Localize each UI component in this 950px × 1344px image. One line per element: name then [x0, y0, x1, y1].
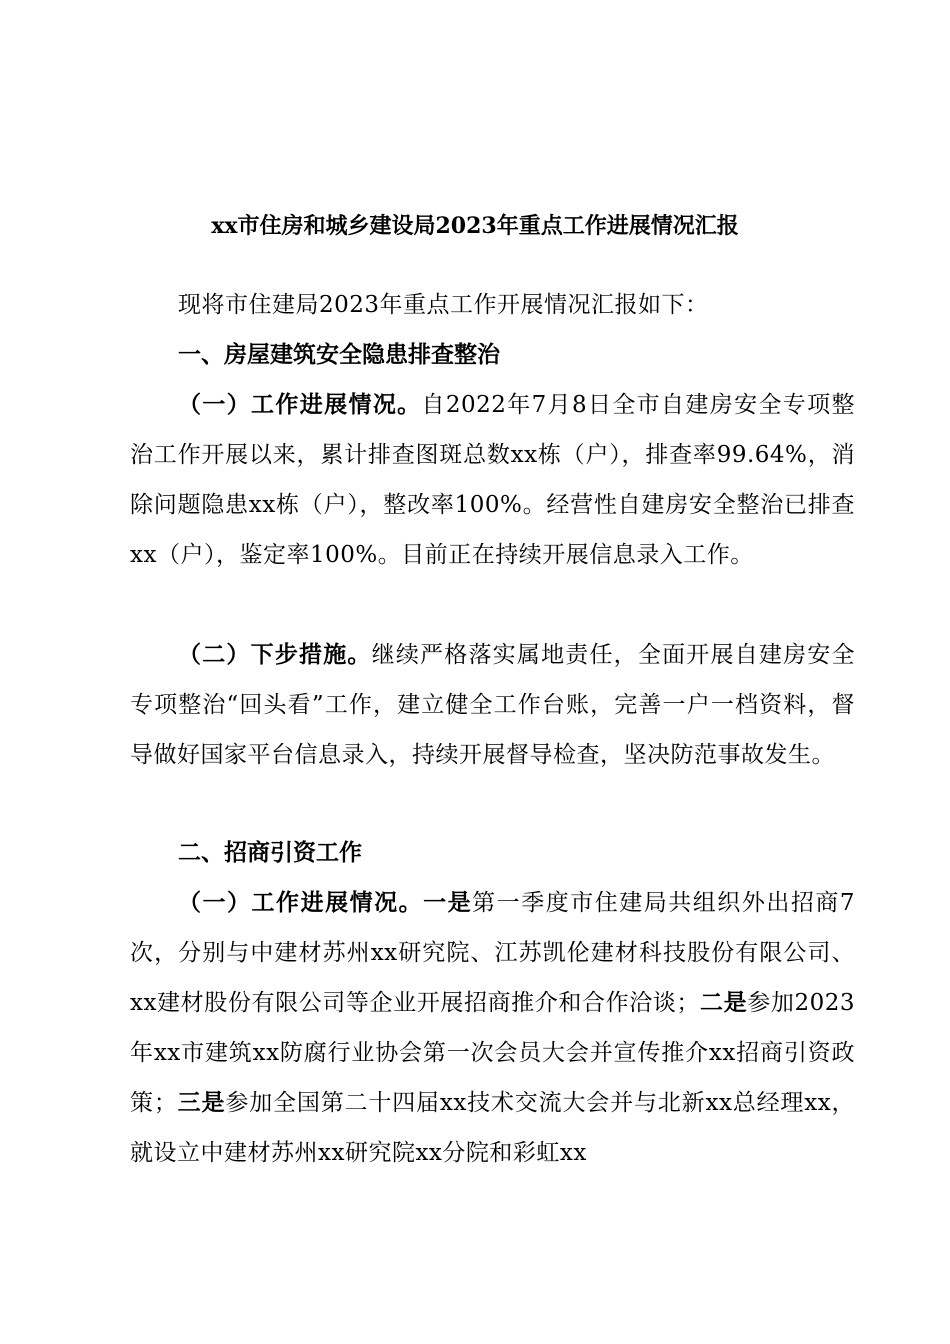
- section2-point3-text: 参加全国第二十四届xx技术交流大会并与北新xx总经理xx，就设立中建材苏州xx研究院xx分院和彩虹xx: [130, 1090, 856, 1166]
- section2-heading: 二、招商引资工作: [178, 839, 362, 866]
- section2-progress-lead: （一）工作进展情况。: [178, 889, 424, 916]
- section1-next-steps-text: 继续严格落实属地责任，全面开展自建房安全专项整治“回头看”工作，建立健全工作台账，完善一户一档资料，督导做好国家平台信息录入，持续开展督导检查，坚决防范事故发生。: [130, 642, 856, 768]
- section1-progress-lead: （一）工作进展情况。: [178, 391, 422, 418]
- section2-point1-label: 一是: [423, 889, 473, 916]
- section1-next-steps-paragraph: [130, 630, 855, 780]
- intro-paragraph: 现将市住建局2023年重点工作开展情况汇报如下：: [178, 292, 709, 318]
- section1-heading: 一、房屋建筑安全隐患排查整治: [178, 341, 500, 368]
- section2-point2-label: 二是: [699, 989, 748, 1016]
- section2-point1-text: 第一季度市住建局共组织外出招商7次，分别与中建材苏州xx研究院、江苏凯伦建材科技股份有限公司、xx建材股份有限公司等企业开展招商推介和合作洽谈；: [130, 890, 856, 1016]
- section1-progress-text: 自2022年7月8日全市自建房安全专项整治工作开展以来，累计排查图斑总数xx栋（户），排查率99.64%，消除问题隐患xx栋（户），整改率100%。经营性自建房安全整治已排查xx（户），鉴定率100%。目前正在持续开展信息录入工作。: [130, 392, 856, 568]
- document-title: xx市住房和城乡建设局2023年重点工作进展情况汇报: [211, 213, 739, 239]
- section1-progress-paragraph: [130, 380, 855, 580]
- section2-point2-text: 参加2023年xx市建筑xx防腐行业协会第一次会员大会并宣传推介xx招商引资政策；: [130, 990, 855, 1116]
- section2-point3-label: 三是: [177, 1089, 226, 1116]
- section2-progress-paragraph: [130, 878, 855, 1178]
- section1-next-steps-lead: （二）下步措施。: [178, 641, 372, 668]
